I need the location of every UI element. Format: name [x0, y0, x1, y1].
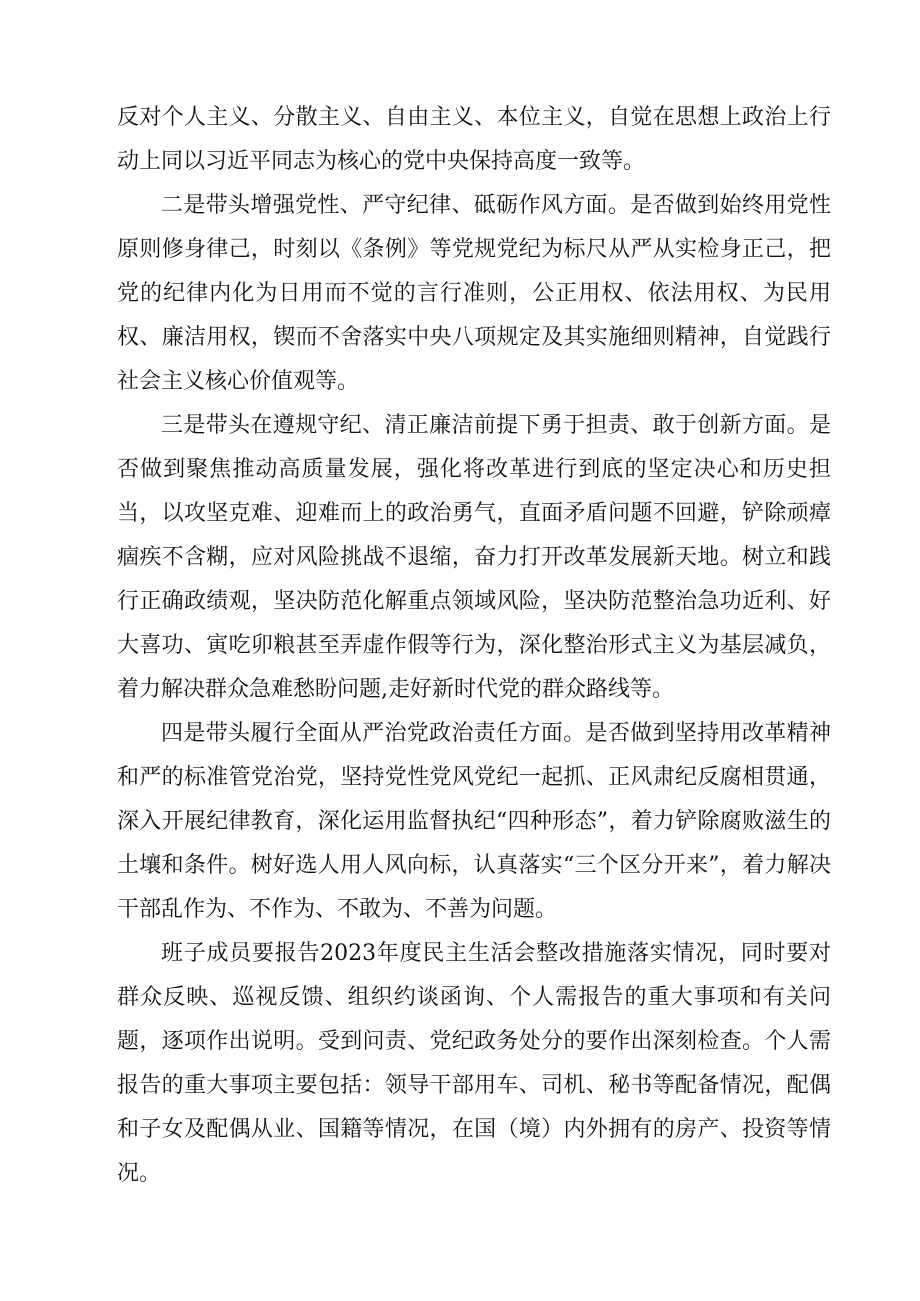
paragraph-reporting-requirements: 班子成员要报告2023年度民主生活会整改措施落实情况，同时要对群众反映、巡视反馈、组织约谈函询、个人需报告的重大事项和有关问题，逐项作出说明。受到问责、党纪政务处分的要作出深刻检查。个人需报告的重大事项主要包括：领导干部用车、司机、秘书等配备情况，配偶和子女及配偶从业、国籍等情况，在国（境）内外拥有的房产、投资等情况。 — [117, 941, 831, 1186]
document-body — [117, 96, 831, 1196]
paragraph-point-three: 三是带头在遵规守纪、清正廉洁前提下勇于担责、敢于创新方面。是否做到聚焦推动高质量发展，强化将改革进行到底的坚定决心和历史担当，以攻坚克难、迎难而上的政治勇气，直面矛盾问题不回避，铲除顽瘴痼疾不含糊，应对风险挑战不退缩，奋力打开改革发展新天地。树立和践行正确政绩观，坚决防范化解重点领域风险，坚决防范整治急功近利、好大喜功、寅吃卯粮甚至弄虚作假等行为，深化整治形式主义为基层减负，着力解决群众急难愁盼问题,走好新时代党的群众路线等。 — [117, 413, 831, 702]
paragraph-point-two: 二是带头增强党性、严守纪律、砥砺作风方面。是否做到始终用党性原则修身律己，时刻以《条例》等党规党纪为标尺从严从实检身正己，把党的纪律内化为日用而不觉的言行准则，公正用权、依法用权、为民用权、廉洁用权，锲而不舍落实中央八项规定及其实施细则精神，自觉践行社会主义核心价值观等。 — [117, 193, 831, 394]
paragraph-point-four: 四是带头履行全面从严治党政治责任方面。是否做到坚持用改革精神和严的标准管党治党，坚持党性党风党纪一起抓、正风肃纪反腐相贯通，深入开展纪律教育，深化运用监督执纪“四种形态”，着力铲除腐败滋生的土壤和条件。树好选人用人风向标，认真落实“三个区分开来”，着力解决干部乱作为、不作为、不敢为、不善为问题。 — [117, 721, 831, 922]
paragraph-continuation: 反对个人主义、分散主义、自由主义、本位主义，自觉在思想上政治上行动上同以习近平同志为核心的党中央保持高度一致等。 — [117, 105, 831, 174]
